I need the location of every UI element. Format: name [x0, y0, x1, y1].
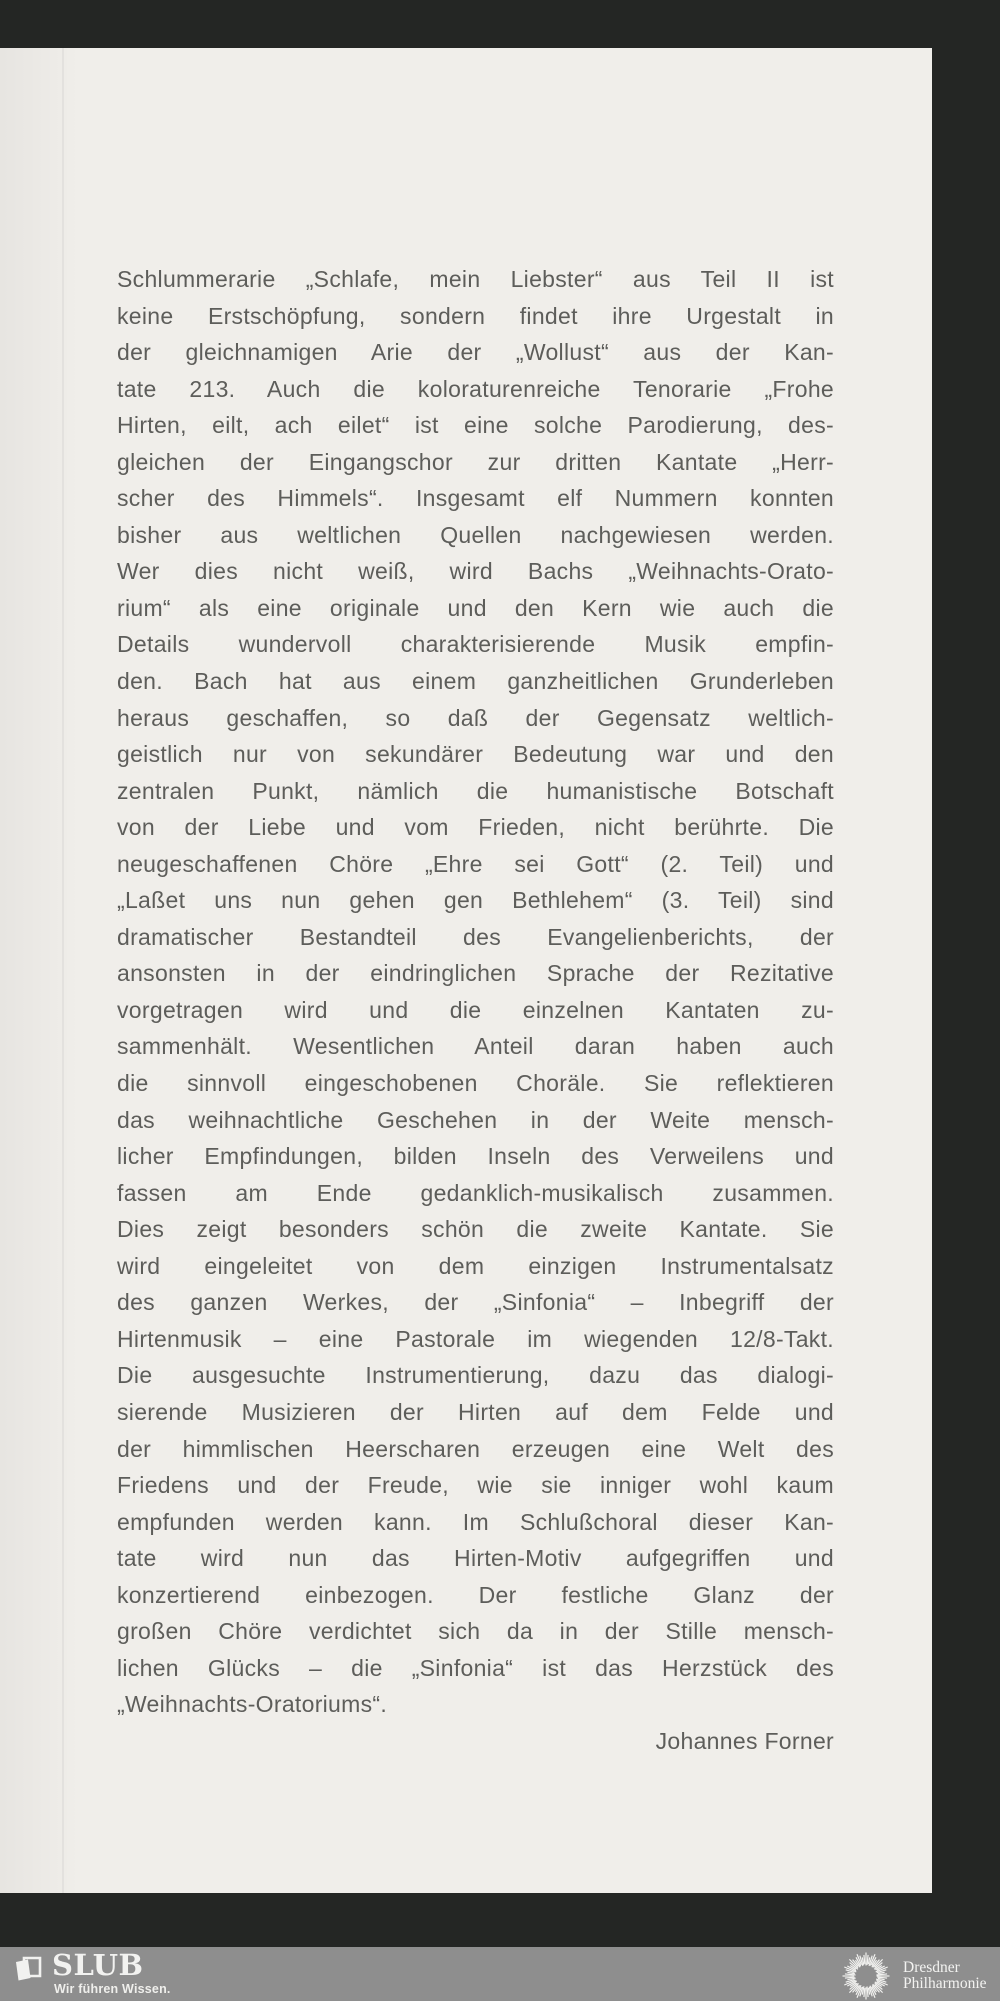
philharmonie-starburst-icon [841, 1951, 891, 2001]
text-line: heraus geschaffen, so daß der Gegensatz weltlich- [117, 704, 834, 731]
text-line: lichen Glücks – die „Sinfonia“ ist das Herzstück des [117, 1654, 834, 1681]
text-line: großen Chöre verdichtet sich da in der Stille mensch- [117, 1618, 834, 1645]
text-line: gleichen der Eingangschor zur dritten Kantate „Herr- [117, 448, 834, 475]
program-note-lines [117, 261, 834, 1723]
author-signature: Johannes Forner [655, 1727, 834, 1754]
text-line: neugeschaffenen Chöre „Ehre sei Gott“ (2. Teil) und [117, 850, 834, 877]
text-line: Hirtenmusik – eine Pastorale im wiegenden 12/8-Takt. [117, 1325, 834, 1352]
text-line: licher Empfindungen, bilden Inseln des Verweilens und [117, 1143, 834, 1170]
slub-tagline: Wir führen Wissen. [54, 1982, 171, 1996]
text-line: tate wird nun das Hirten-Motiv aufgegriffen und [117, 1545, 834, 1572]
scanned-page [0, 48, 932, 1893]
philharmonie-name-line1: Dresdner [903, 1959, 960, 1976]
text-line: scher des Himmels“. Insgesamt elf Nummern konnten [117, 485, 834, 512]
text-line: „Laßet uns nun gehen gen Bethlehem“ (3. Teil) sind [117, 887, 834, 914]
text-line: geistlich nur von sekundärer Bedeutung war und den [117, 741, 834, 768]
text-line: von der Liebe und vom Frieden, nicht berührte. Die [117, 814, 834, 841]
text-line: ansonsten in der eindringlichen Sprache der Rezitative [117, 960, 834, 987]
slub-book-icon [13, 1955, 43, 1985]
text-line: Friedens und der Freude, wie sie inniger wohl kaum [117, 1472, 834, 1499]
text-line: bisher aus weltlichen Quellen nachgewiesen werden. [117, 521, 834, 548]
text-line: Hirten, eilt, ach eilet“ ist eine solche Parodierung, des- [117, 412, 834, 439]
text-line: rium“ als eine originale und den Kern wie auch die [117, 594, 834, 621]
text-line: fassen am Ende gedanklich-musikalisch zusammen. [117, 1179, 834, 1206]
text-line: dramatischer Bestandteil des Evangelienberichts, der [117, 923, 834, 950]
program-note-text [117, 261, 834, 1759]
text-line: konzertierend einbezogen. Der festliche Glanz der [117, 1581, 834, 1608]
text-line: den. Bach hat aus einem ganzheitlichen Grunderleben [117, 668, 834, 695]
text-line: das weihnachtliche Geschehen in der Weite mensch- [117, 1106, 834, 1133]
text-line: Details wundervoll charakterisierende Musik empfin- [117, 631, 834, 658]
philharmonie-name-line2: Philharmonie [903, 1974, 987, 1992]
text-line: sierende Musizieren der Hirten auf dem Felde und [117, 1398, 834, 1425]
text-line: vorgetragen wird und die einzelnen Kantaten zu- [117, 996, 834, 1023]
library-footer-bar [0, 1947, 1000, 2001]
page-fold-crease [62, 48, 64, 1893]
text-line: Wer dies nicht weiß, wird Bachs „Weihnachts-Orato- [117, 558, 834, 585]
text-line: „Weihnachts-Oratoriums“. [117, 1691, 388, 1718]
text-line: tate 213. Auch die koloraturenreiche Tenorarie „Frohe [117, 375, 834, 402]
text-line: des ganzen Werkes, der „Sinfonia“ – Inbegriff der [117, 1289, 834, 1316]
text-line: der himmlischen Heerscharen erzeugen eine Welt des [117, 1435, 834, 1462]
text-line: keine Erstschöpfung, sondern findet ihre Urgestalt in [117, 302, 834, 329]
philharmonie-wordmark [903, 1960, 987, 1991]
text-line: empfunden werden kann. Im Schlußchoral dieser Kan- [117, 1508, 834, 1535]
text-line: zentralen Punkt, nämlich die humanistische Botschaft [117, 777, 834, 804]
text-line: Dies zeigt besonders schön die zweite Kantate. Sie [117, 1216, 834, 1243]
text-line: Schlummerarie „Schlafe, mein Liebster“ aus Teil II ist [117, 266, 834, 292]
text-line: der gleichnamigen Arie der „Wollust“ aus der Kan- [117, 339, 834, 366]
text-line: die sinnvoll eingeschobenen Choräle. Sie reflektieren [117, 1070, 834, 1097]
text-line: Die ausgesuchte Instrumentierung, dazu das dialogi- [117, 1362, 834, 1389]
text-line: sammenhält. Wesentlichen Anteil daran haben auch [117, 1033, 834, 1060]
text-line: wird eingeleitet von dem einzigen Instrumentalsatz [117, 1252, 834, 1279]
slub-wordmark: SLUB [52, 1948, 144, 1982]
